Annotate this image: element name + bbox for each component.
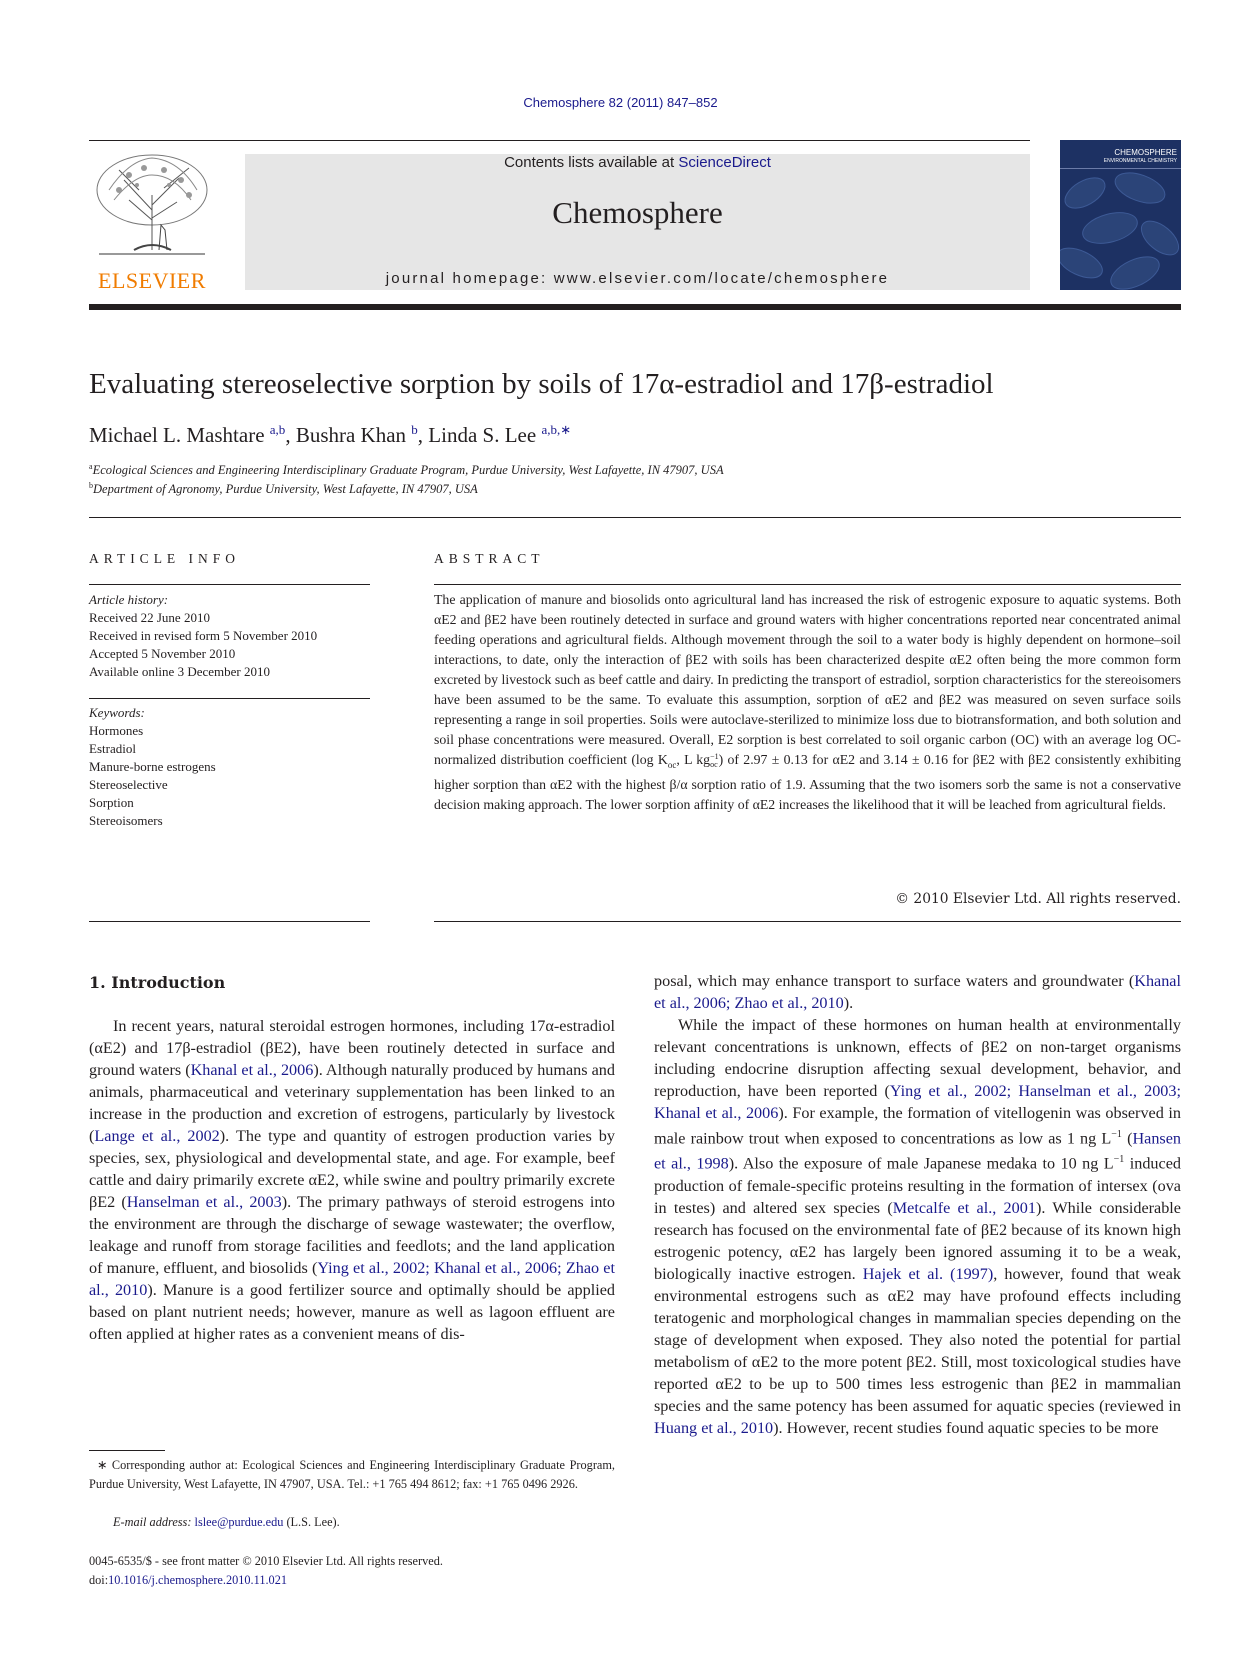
keywords-label: Keywords: — [89, 705, 145, 720]
paragraph-text: ). The primary pathways of steroid estrogens into the environment are through the discharge of sewage wastewater; the overflow, leakage and runoff from storage facilities and feedlots; and the land application of manure, effluent, and biosolids ( — [89, 1193, 616, 1277]
citation-link[interactable]: Khanal et al., 2006 — [190, 1061, 314, 1079]
cover-title-band — [1060, 140, 1181, 169]
subscript: oc — [710, 759, 718, 769]
citation-link[interactable]: Ying et al., 2002; Hanselman et al., 2003; Khanal et al., 2006 — [654, 1082, 1181, 1122]
contents-prefix: Contents lists available at — [504, 154, 679, 171]
paragraph-text: ). — [843, 994, 854, 1012]
author-affil-mark[interactable]: a,b,∗ — [541, 422, 572, 437]
paragraph-text: In recent years, natural steroidal estrogen hormones, including 17α-estradiol (αE2) and 17β-estradiol (βE2), have been routinely detected in surface and ground waters ( — [89, 1017, 615, 1079]
article-title: Evaluating stereoselective sorption by soils of 17α-estradiol and 17β-estradiol — [89, 368, 994, 400]
citation-link[interactable]: Hajek et al. (1997) — [862, 1264, 994, 1283]
affiliation-text: Ecological Sciences and Engineering Interdisciplinary Graduate Program, Purdue University, West Lafayette, IN 47907, USA — [92, 463, 724, 478]
email-label: E-mail address: — [113, 1515, 192, 1529]
copyright-notice: © 2010 Elsevier Ltd. All rights reserved. — [895, 891, 1181, 907]
footnote-mark: ∗ — [97, 1458, 108, 1472]
paragraph-text: posal, which may enhance transport to surface waters and groundwater ( — [654, 972, 1135, 990]
email-link[interactable]: lslee@purdue.edu — [194, 1515, 284, 1529]
journal-homepage[interactable]: journal homepage: www.elsevier.com/locate/chemosphere — [385, 270, 890, 287]
doi-link[interactable]: 10.1016/j.chemosphere.2010.11.021 — [108, 1573, 287, 1587]
corresponding-footnote — [89, 1456, 615, 1494]
keywords-rule — [89, 698, 370, 699]
citation-link[interactable]: Khanal et al., 2006; Zhao et al., 2010 — [654, 972, 1181, 1012]
abstract-part: ) of 2.97 ± 0.13 for αE2 and 3.14 ± 0.16 for βE2 with βE2 consistently exhibiting higher sorption than αE2 with the highest β/α sorption ratio of 1.9. Assuming that the two isomers sorb the same is not a conservative decision making approach. The lower sorption affinity of αE2 increases the likelihood that it will be leached from agricultural fields. — [434, 752, 1181, 812]
affiliation-mark: a — [89, 462, 93, 471]
citation-link[interactable]: Huang et al., 2010 — [654, 1418, 774, 1437]
paragraph-text: ). Also the exposure of male Japanese medaka to 10 ng L — [728, 1154, 1114, 1173]
abstract-text — [434, 590, 1181, 815]
doi-line — [89, 1571, 287, 1590]
article-info-heading: ARTICLE INFO — [89, 551, 241, 566]
doi-label: doi: — [89, 1573, 109, 1587]
header-top-rule — [89, 140, 1030, 141]
section-heading-introduction: 1. Introduction — [89, 973, 226, 992]
author-name: Bushra Khan — [295, 423, 407, 447]
abstract-bottom-rule — [434, 921, 1181, 922]
sciencedirect-link[interactable]: ScienceDirect — [678, 154, 771, 171]
subscript: oc — [667, 759, 677, 770]
keywords-block — [89, 704, 379, 830]
article-history — [89, 591, 379, 681]
author-name: Linda S. Lee — [428, 423, 537, 447]
abstract-part: The application of manure and biosolids onto agricultural land has increased the risk of estrogenic exposure to aquatic systems. Both αE2 and βE2 have been routinely detected in surface and ground waters with higher concentrations reported near concentrated animal feeding operations and agricultural fields. Although movement through the soil to a water body is highly dependent on hormone–soil interactions, to date, only the interaction of βE2 with soils has been characterized despite αE2 often being the more common form excreted by livestock such as beef cattle and dairy. In predicting the transport of estradiol, sorption characteristics for the stereoisomers have been assumed to be the same. To evaluate this assumption, sorption of αE2 and βE2 was measured on seven surface soils representing a range in soil properties. Soils were autoclave-sterilized to minimize loss due to biotransformation, and both solution and soil phase concentrations were measured. Overall, E2 sorption is best correlated to soil organic carbon (OC) with an average log OC-normalized distribution coefficient (log K — [434, 592, 1181, 767]
keyword-item: Sorption — [89, 795, 134, 810]
journal-reference[interactable]: Chemosphere 82 (2011) 847–852 — [523, 95, 718, 110]
affiliation-mark: b — [89, 481, 93, 490]
email-suffix: (L.S. Lee). — [286, 1515, 340, 1529]
contents-line — [245, 154, 1030, 171]
paragraph-text: ). While considerable research has focused on the environmental fate of βE2 because of its known high estrogenic potency, αE2 has largely been ignored assuming it to be a weak, biologically inactive estrogen. — [654, 1198, 1181, 1283]
history-item: Received 22 June 2010 — [89, 610, 210, 625]
paragraph-text: While the impact of these hormones on human health at environmentally relevant concentrations is unknown, effects of βE2 on non-target organisms including endocrine disruption affecting sexual development, behavior, and reproduction, have been reported ( — [654, 1016, 1181, 1100]
journal-name: Chemosphere — [552, 195, 723, 230]
intro-paragraph-1-continued — [654, 970, 1181, 1014]
history-item: Received in revised form 5 November 2010 — [89, 628, 318, 643]
intro-paragraph-2 — [654, 1014, 1181, 1439]
superscript: −1 — [710, 751, 719, 761]
affiliation-a — [89, 462, 724, 478]
journal-cover-image — [1060, 140, 1181, 290]
superscript: −1 — [1111, 1129, 1122, 1140]
corresponding-text: Corresponding author at: Ecological Sciences and Engineering Interdisciplinary Graduate Program, Purdue University, West Lafayette, IN 47907, USA. Tel.: +1 765 494 8612; fax: +1 765 0496 2926. — [89, 1458, 616, 1491]
paragraph-text: ). Manure is a good fertilizer source and optimally should be applied based on plant nutrient needs; however, manure as well as lagoon effluent are often applied at higher rates as a convenient means of dis- — [89, 1281, 615, 1343]
history-label: Article history: — [89, 592, 169, 607]
affiliation-rule — [89, 517, 1181, 518]
leaf-pattern-icon — [1060, 168, 1181, 290]
citation-link[interactable]: Hansen et al., 1998 — [654, 1129, 1181, 1173]
cover-subtitle: ENVIRONMENTAL CHEMISTRY — [1103, 158, 1177, 164]
article-info-bottom-rule — [89, 921, 370, 922]
superscript: −1 — [1113, 1154, 1125, 1166]
affiliation-text: Department of Agronomy, Purdue University, West Lafayette, IN 47907, USA — [93, 482, 478, 497]
keyword-item: Hormones — [89, 723, 144, 738]
author-affil-mark[interactable]: b — [411, 422, 418, 437]
abstract-part: , L kg — [676, 752, 711, 767]
paragraph-text: ( — [1121, 1129, 1133, 1148]
email-footnote — [113, 1513, 340, 1532]
history-item: Accepted 5 November 2010 — [89, 646, 236, 661]
author-separator: , — [285, 423, 296, 447]
left-column — [89, 1015, 615, 1345]
article-info-rule — [89, 584, 370, 585]
abstract-heading: ABSTRACT — [434, 551, 545, 566]
keyword-item: Manure-borne estrogens — [89, 759, 216, 774]
footnote-rule — [89, 1450, 165, 1451]
cover-title: CHEMOSPHERE — [1114, 148, 1177, 157]
keyword-item: Estradiol — [89, 741, 136, 756]
history-item: Available online 3 December 2010 — [89, 664, 270, 679]
paragraph-text: ). Although naturally produced by humans and animals, pharmaceutical and veterinary supplementation has been linked to an increase in the production and excretion of estrogens, particularly by livestock ( — [89, 1061, 615, 1145]
front-matter: 0045-6535/$ - see front matter © 2010 Elsevier Ltd. All rights reserved. — [89, 1554, 443, 1568]
paragraph-text: ). The type and quantity of estrogen production varies by species, sex, physiological and developmental state, and age. For example, beef cattle and dairy primarily excrete αE2, while swine and poultry primarily excrete βE2 ( — [89, 1127, 615, 1211]
paragraph-text: , however, found that weak environmental estrogens such as αE2 may have profound effects including teratogenic and morphological changes in mammalian species depending on the stage of development when exposed. They also noted the potential for partial metabolism of αE2 to the more potent βE2. Still, most toxicological studies have reported αE2 to be up to 500 times less estrogenic than βE2 in mammalian species and the same potency has been assumed for aquatic species (reviewed in — [654, 1264, 1182, 1415]
affiliation-b — [89, 481, 478, 497]
author-name: Michael L. Mashtare — [89, 423, 265, 447]
citation-link[interactable]: Hanselman et al., 2003 — [126, 1193, 282, 1211]
citation-link[interactable]: Metcalfe et al., 2001 — [892, 1198, 1036, 1217]
citation-link[interactable]: Ying et al., 2002; Khanal et al., 2006; Zhao et al., 2010 — [89, 1259, 615, 1299]
right-column — [654, 970, 1181, 1439]
author-affil-mark[interactable]: a,b — [269, 422, 286, 437]
paragraph-text: ). For example, the formation of vitellogenin was observed in male rainbow trout when exposed to concentrations as low as 1 ng L — [654, 1104, 1181, 1148]
keyword-item: Stereoisomers — [89, 813, 163, 828]
paragraph-text: induced production of female-specific proteins resulting in the formation of intersex (ova in testes) and altered sex species ( — [654, 1154, 1181, 1217]
header-thick-rule — [89, 304, 1181, 310]
paragraph-text: ). However, recent studies found aquatic species to be more — [773, 1418, 1159, 1437]
author-separator: , — [417, 423, 429, 447]
citation-link[interactable]: Lange et al., 2002 — [94, 1127, 220, 1145]
keyword-item: Stereoselective — [89, 777, 168, 792]
abstract-rule — [434, 584, 1181, 585]
elsevier-wordmark: ELSEVIER — [98, 268, 206, 293]
author-list — [89, 422, 571, 448]
intro-paragraph-1 — [89, 1015, 615, 1345]
